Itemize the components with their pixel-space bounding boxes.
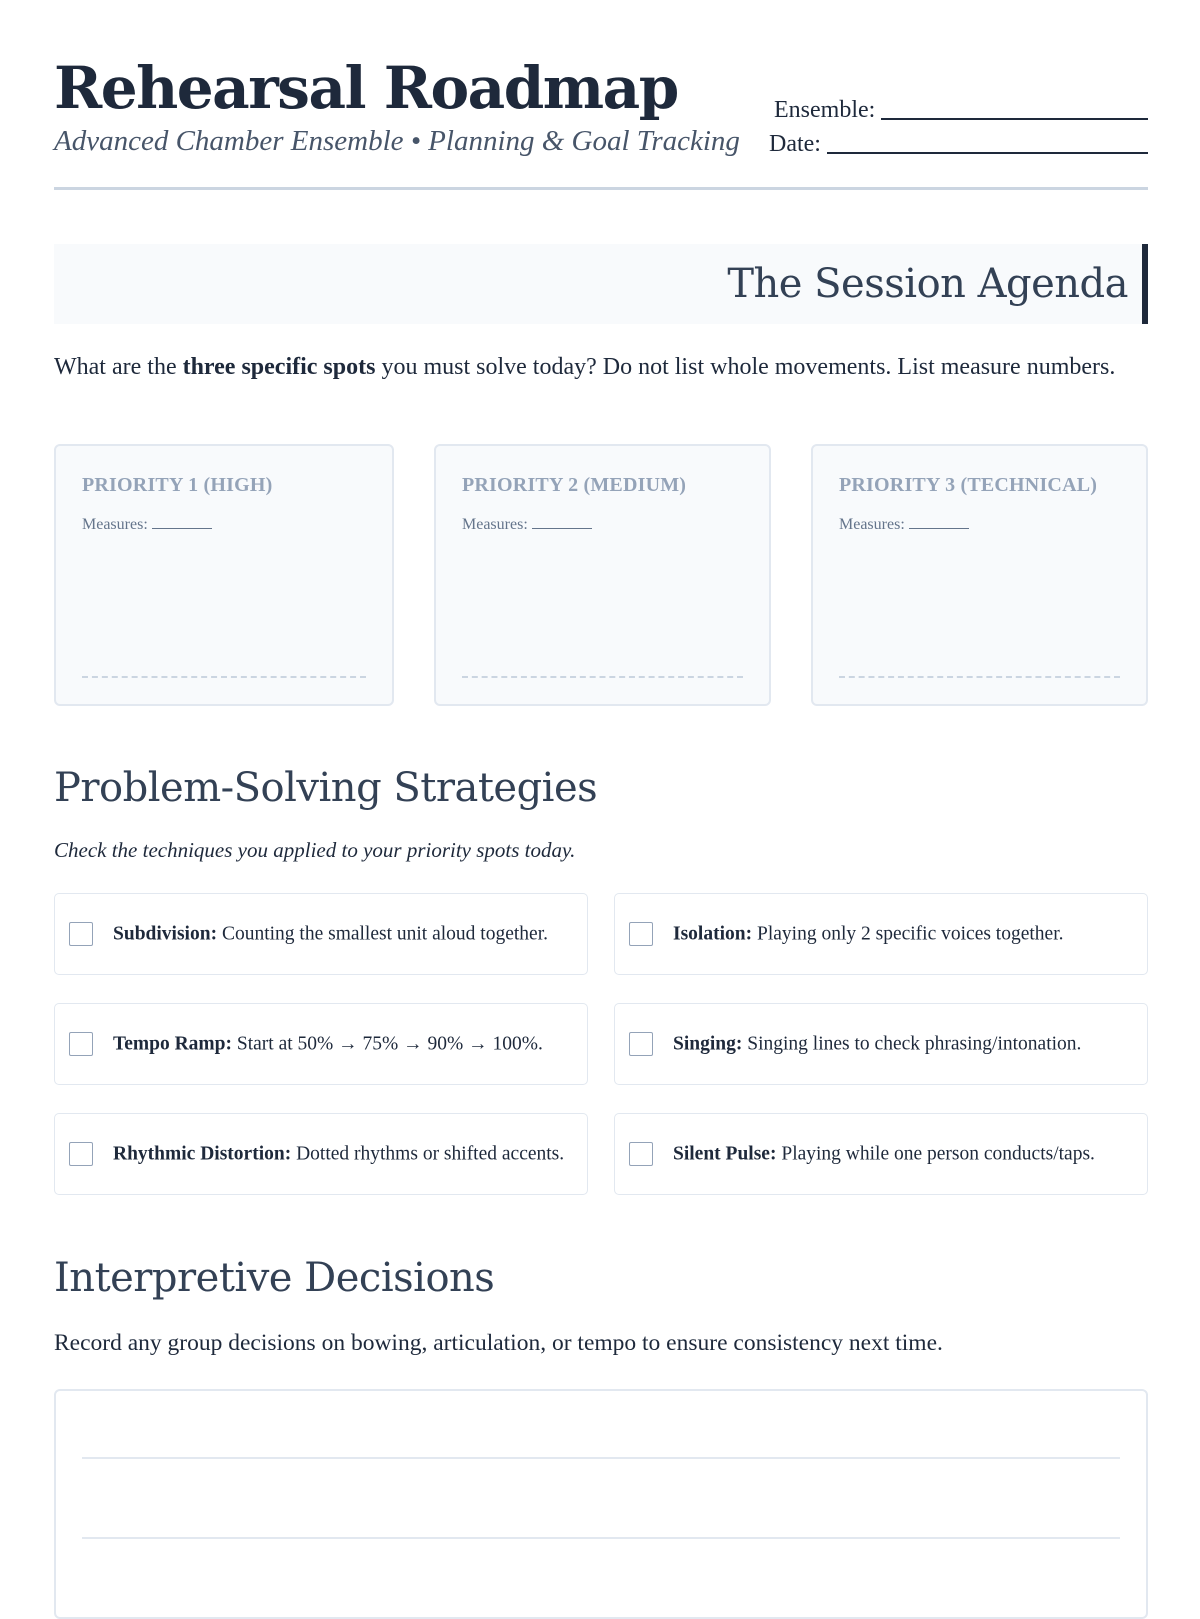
priority-title: PRIORITY 2 (MEDIUM) [462, 474, 687, 496]
strategy-name: Singing: [673, 1033, 743, 1055]
priority-card-2[interactable] [434, 444, 771, 706]
ensemble-label: Ensemble: [774, 97, 876, 123]
strategy-desc: Playing only 2 specific voices together. [752, 923, 1064, 945]
priority-card-3[interactable] [811, 444, 1148, 706]
strategy-desc: Start at 50% → 75% → 90% → 100%. [232, 1033, 543, 1055]
strategy-name: Silent Pulse: [673, 1143, 777, 1165]
strategy-checkbox[interactable] [629, 922, 653, 946]
measures-label: Measures: [839, 516, 905, 533]
strategy-rhythmic-distortion[interactable] [54, 1113, 588, 1195]
measures-blank[interactable] [152, 528, 212, 529]
agenda-intro-pre: What are the [54, 354, 183, 380]
dashed-divider [462, 676, 743, 678]
date-field[interactable] [769, 128, 1148, 158]
strategy-text [113, 1141, 571, 1168]
page-subtitle: Advanced Chamber Ensemble • Planning & Goal Tracking [54, 125, 740, 157]
strategy-text [113, 1031, 571, 1058]
notes-ruled-line [82, 1537, 1120, 1539]
priority-card-1[interactable] [54, 444, 394, 706]
dashed-divider [82, 676, 366, 678]
interpretive-intro: Record any group decisions on bowing, articulation, or tempo to ensure consistency next time. [54, 1330, 943, 1356]
strategy-subdivision[interactable] [54, 893, 588, 975]
strategies-intro: Check the techniques you applied to your priority spots today. [54, 838, 576, 862]
strategy-text [673, 1141, 1131, 1168]
strategy-isolation[interactable] [614, 893, 1148, 975]
decisions-notes-box[interactable] [54, 1389, 1148, 1619]
ensemble-field[interactable] [774, 94, 1148, 124]
strategy-checkbox[interactable] [629, 1032, 653, 1056]
interpretive-heading: Interpretive Decisions [54, 1255, 495, 1301]
priority-measures-field[interactable] [462, 516, 592, 534]
agenda-heading: The Session Agenda [727, 261, 1128, 307]
strategy-checkbox[interactable] [69, 1142, 93, 1166]
date-label: Date: [769, 131, 821, 157]
header [54, 0, 1148, 190]
strategy-checkbox[interactable] [69, 922, 93, 946]
priority-measures-field[interactable] [839, 516, 969, 534]
agenda-intro-post: you must solve today? Do not list whole movements. List measure numbers. [375, 354, 1116, 380]
priority-title: PRIORITY 3 (TECHNICAL) [839, 474, 1098, 496]
strategy-silent-pulse[interactable] [614, 1113, 1148, 1195]
strategy-tempo-ramp[interactable] [54, 1003, 588, 1085]
strategy-name: Subdivision: [113, 923, 218, 945]
measures-label: Measures: [82, 516, 148, 533]
strategy-singing[interactable] [614, 1003, 1148, 1085]
strategy-checkbox[interactable] [69, 1032, 93, 1056]
notes-ruled-line [82, 1457, 1120, 1459]
agenda-intro-bold: three specific spots [182, 354, 376, 380]
agenda-intro [54, 350, 1148, 384]
strategy-checkbox[interactable] [629, 1142, 653, 1166]
priority-title: PRIORITY 1 (HIGH) [82, 474, 273, 496]
strategy-name: Rhythmic Distortion: [113, 1143, 292, 1165]
strategy-desc: Counting the smallest unit aloud together. [217, 923, 548, 945]
strategy-desc: Dotted rhythms or shifted accents. [291, 1143, 565, 1165]
strategy-name: Tempo Ramp: [113, 1033, 232, 1055]
strategy-text [673, 1031, 1131, 1058]
measures-blank[interactable] [909, 528, 969, 529]
agenda-banner [54, 244, 1148, 324]
measures-label: Measures: [462, 516, 528, 533]
page-title: Rehearsal Roadmap [54, 54, 678, 122]
measures-blank[interactable] [532, 528, 592, 529]
strategy-desc: Playing while one person conducts/taps. [776, 1143, 1095, 1165]
ensemble-blank-line[interactable] [881, 94, 1148, 120]
dashed-divider [839, 676, 1120, 678]
worksheet-page [54, 0, 1148, 1600]
strategy-name: Isolation: [673, 923, 753, 945]
strategies-heading: Problem-Solving Strategies [54, 765, 598, 811]
strategy-text [673, 921, 1131, 948]
priority-measures-field[interactable] [82, 516, 212, 534]
strategy-text [113, 921, 571, 948]
date-blank-line[interactable] [827, 128, 1148, 154]
strategy-desc: Singing lines to check phrasing/intonation. [742, 1033, 1082, 1055]
